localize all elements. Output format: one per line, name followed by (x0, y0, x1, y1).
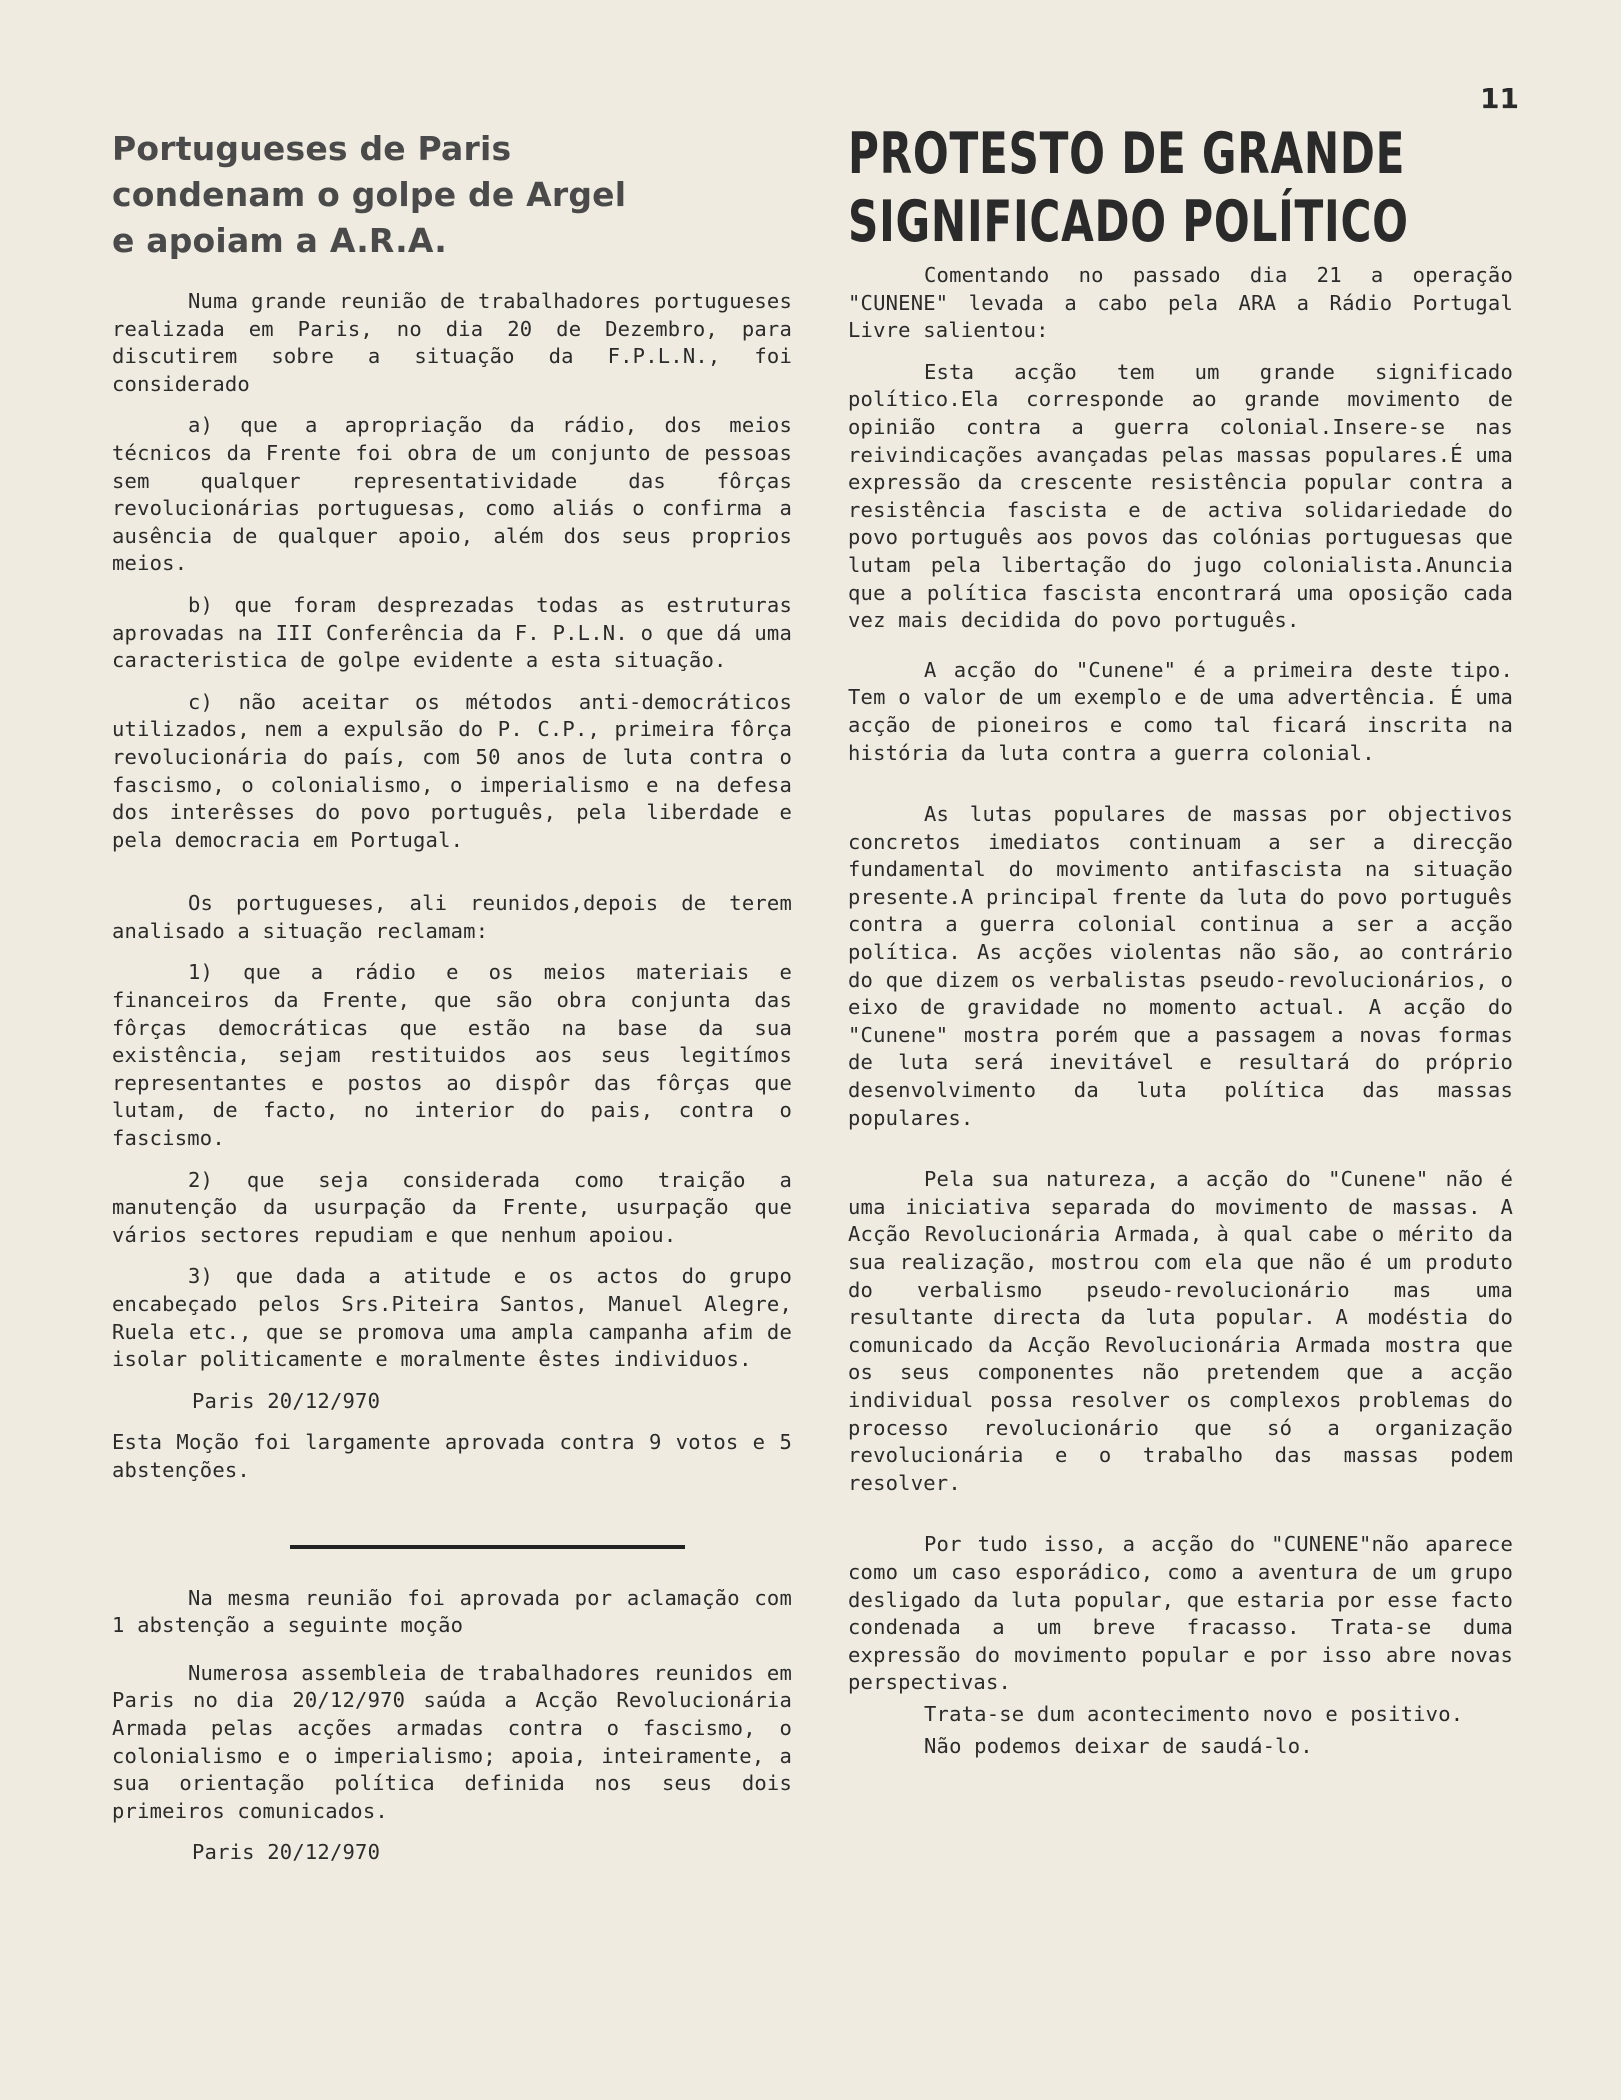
demand-2: 2) que seja considerada como traição a manutenção da usurpação da Frente, usurpação que vários sectores repudiam e que nenhum apoiou. (112, 1167, 792, 1247)
right-paragraph-6: Por tudo isso, a acção do "CUNENE"não aparece como um caso esporádico, como a aventura de um grupo desligado da luta popular, que estaria por esse facto condenada a um breve fracasso. Trata-se duma expressão do movimento popular e por isso abre novas perspectivas. (848, 1532, 1513, 1695)
demand-1: 1) que a rádio e os meios materiais e financeiros da Frente, que são obra conjunta das fôrças democráticas que estão na base da sua existência, sejam restituidos aos seus legitímos representantes e postos ao dispôr das fôrças que lutam, de facto, no interior do pais, contra o fascismo. (112, 960, 792, 1151)
right-paragraph-1: Comentando no passado dia 21 a operação "CUNENE" levada a cabo pela ARA a Rádio Portugal Livre salientou: (848, 263, 1513, 343)
right-paragraph-7: Trata-se dum acontecimento novo e positivo. (924, 1701, 1464, 1726)
signature-paris-2: Paris 20/12/970 (192, 1840, 381, 1865)
demand-3: 3) que dada a atitude e os actos do grupo encabeçado pelos Srs.Piteira Santos, Manuel Alegre, Ruela etc., que se promova uma ampla campanha afim de isolar politicamente e moralmente êstes individuos. (112, 1264, 792, 1372)
left-article (112, 120, 792, 1881)
right-paragraph-3: A acção do "Cunene" é a primeira deste tipo. Tem o valor de um exemplo e de uma advertência. É uma acção de pioneiros e como tal ficará inscrita na história da luta contra a guerra colonial. (848, 657, 1513, 765)
signature-paris-1: Paris 20/12/970 (192, 1388, 381, 1413)
left-title-line: condenam o golpe de Argel (112, 175, 627, 214)
consideration-a: a) que a apropriação da rádio, dos meios técnicos da Frente foi obra de um conjunto de pessoas sem qualquer representatividade das fôrças revolucionárias portuguesas, como aliás o confirma a ausência de qualquer apoio, além dos seus proprios meios. (112, 413, 792, 576)
right-paragraph-4: As lutas populares de massas por objectivos concretos imediatos continuam a ser a direcção fundamental do movimento antifascista na situação presente.A principal frente da luta do povo português contra a guerra colonial continua a ser a acção política. As acções violentas não são, ao contrário do que dizem os verbalistas pseudo-revolucionários, o eixo de gravidade no momento actual. A acção do "Cunene" mostra porém que a passagem a novas formas de luta será inevitável e resultará do próprio desenvolvimento da luta política das massas populares. (848, 802, 1513, 1130)
second-motion-intro: Na mesma reunião foi aprovada por aclamação com 1 abstenção a seguinte moção (112, 1585, 792, 1638)
right-paragraph-5: Pela sua natureza, a acção do "Cunene" não é uma iniciativa separada do movimento de massas. A Acção Revolucionária Armada, à qual cabe o mérito da sua realização, mostrou com ela que não é um produto do verbalismo pseudo-revolucionário mas uma resultante directa da luta popular. A modéstia do comunicado da Acção Revolucionária Armada mostra que os seus componentes não pretendem que a acção individual possa resolver os complexos problemas do processo revolucionário que só a organização revolucionária e o trabalho das massas podem resolver. (848, 1167, 1513, 1495)
right-article-title (848, 120, 1409, 256)
right-article (848, 120, 1513, 1774)
right-paragraph-8: Não podemos deixar de saudá-lo. (924, 1733, 1313, 1758)
demands-intro: Os portugueses, ali reunidos,depois de terem analisado a situação reclamam: (112, 891, 792, 943)
left-intro: Numa grande reunião de trabalhadores portugueses realizada em Paris, no dia 20 de Dezembro, para discutirem sobre a situação da F.P.L.N., foi considerado (112, 289, 792, 396)
vote-note: Esta Moção foi largamente aprovada contra 9 votos e 5 abstenções. (112, 1430, 792, 1482)
second-motion-text: Numerosa assembleia de trabalhadores reunidos em Paris no dia 20/12/970 saúda a Acção Revolucionária Armada pelas acções armadas contra o fascismo, o colonialismo e o imperialismo; apoia, inteiramente, a sua orientação política definida nos seus dois primeiros comunicados. (112, 1660, 792, 1823)
right-title-line: PROTESTO DE GRANDE (848, 121, 1406, 187)
page-number: 11 (1480, 82, 1519, 115)
right-paragraph-2: Esta acção tem um grande significado político.Ela corresponde ao grande movimento de opinião contra a guerra colonial.Insere-se nas reivindicações avançadas pelas massas populares.É uma expressão da crescente resistência popular contra a resistência fascista e de activa solidariedade do povo português aos povos das colónias portuguesas que lutam pela libertação do jugo colonialista.Anuncia que a política fascista encontrará uma oposição cada vez mais decidida do povo português. (848, 359, 1513, 633)
left-title-line: e apoiam a A.R.A. (112, 221, 447, 260)
right-title-line: SIGNIFICADO POLÍTICO (848, 189, 1409, 255)
left-article-title (112, 126, 792, 264)
consideration-b: b) que foram desprezadas todas as estruturas aprovadas na III Conferência da F. P.L.N. o que dá uma caracteristica de golpe evidente a esta situação. (112, 592, 792, 673)
section-divider (290, 1545, 685, 1549)
bleed-through-shadow (140, 1900, 1440, 2020)
consideration-c: c) não aceitar os métodos anti-democráticos utilizados, nem a expulsão do P. C.P., primeira fôrça revolucionária do país, com 50 anos de luta contra o fascismo, o colonialismo, o imperialismo e na defesa dos interêsses do povo português, pela liberdade e pela democracia em Portugal. (112, 689, 792, 852)
left-title-line: Portugueses de Paris (112, 129, 512, 168)
